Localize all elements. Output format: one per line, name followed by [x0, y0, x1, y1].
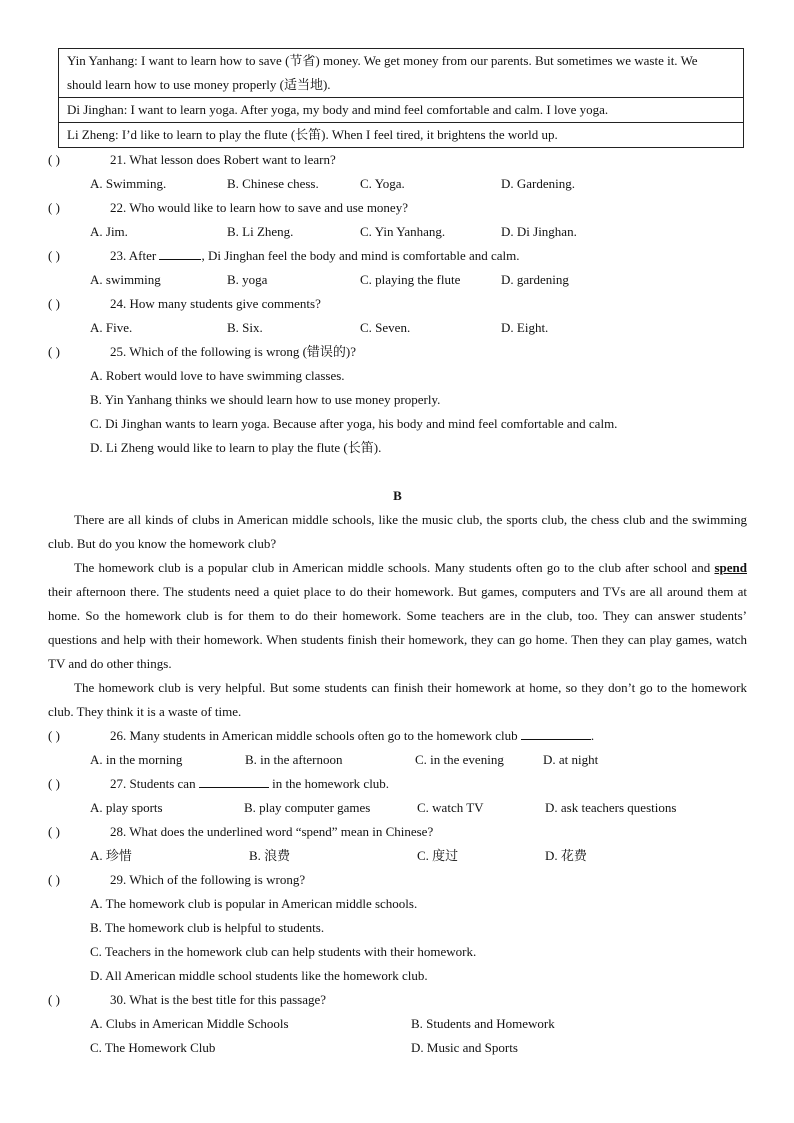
- section-title-b: B: [393, 488, 402, 503]
- question-27: [48, 772, 747, 796]
- option-c: C. Seven.: [360, 320, 411, 335]
- option-b: B. play computer games: [244, 800, 371, 815]
- option-a: A. in the morning: [90, 752, 183, 767]
- passage-paragraph-3: The homework club is very helpful. But some students can finish their homework at home, so they don’t go to the homework club. They think it is a waste of time.: [48, 680, 747, 719]
- fill-blank[interactable]: [159, 245, 201, 260]
- option-a: A. Clubs in American Middle Schools: [90, 1016, 289, 1031]
- worksheet-page: [48, 48, 747, 1060]
- option-a: A. Jim.: [90, 224, 128, 239]
- option-c: C. Teachers in the homework club can help students with their homework.: [90, 944, 477, 959]
- option-d: D. Eight.: [501, 320, 549, 335]
- fill-blank[interactable]: [199, 773, 269, 788]
- question-24-options: [48, 316, 747, 340]
- option-b: B. Li Zheng.: [227, 224, 294, 239]
- option-c: C. Yin Yanhang.: [360, 224, 446, 239]
- answer-blank[interactable]: ( ): [48, 152, 60, 167]
- question-29: [48, 868, 747, 892]
- option-d: D. Di Jinghan.: [501, 224, 577, 239]
- question-28-options: [48, 844, 747, 868]
- option-a: A. 珍惜: [90, 848, 132, 863]
- answer-blank[interactable]: ( ): [48, 200, 60, 215]
- question-stem: 29. Which of the following is wrong?: [110, 872, 306, 887]
- question-stem: 21. What lesson does Robert want to learn?: [110, 152, 336, 167]
- question-stem: 28. What does the underlined word “spend” mean in Chinese?: [110, 824, 434, 839]
- comment-di-jinghan: Di Jinghan: I want to learn yoga. After yoga, my body and mind feel comfortable and calm. I love yoga.: [59, 97, 743, 122]
- option-c: C. The Homework Club: [90, 1040, 216, 1055]
- option-d: D. All American middle school students like the homework club.: [90, 968, 428, 983]
- option-a: A. Swimming.: [90, 176, 167, 191]
- option-d: D. gardening: [501, 272, 569, 287]
- option-c: C. watch TV: [417, 800, 484, 815]
- passage-paragraph-2: [48, 556, 747, 676]
- stem-part: , Di Jinghan feel the body and mind is comfortable and calm.: [201, 248, 520, 263]
- question-24: [48, 292, 747, 316]
- option-c: C. in the evening: [415, 752, 504, 767]
- option-a: A. Robert would love to have swimming classes.: [90, 368, 345, 383]
- question-23-options: [48, 268, 747, 292]
- question-stem: 30. What is the best title for this passage?: [110, 992, 327, 1007]
- question-22: [48, 196, 747, 220]
- question-30-options-row-1: [48, 1012, 747, 1036]
- stem-part: 26. Many students in American middle schools often go to the homework club: [110, 728, 521, 743]
- question-26-options: [48, 748, 747, 772]
- option-d: D. 花费: [545, 848, 587, 863]
- option-b: B. Students and Homework: [411, 1016, 555, 1031]
- option-a: A. swimming: [90, 272, 161, 287]
- option-d: D. Music and Sports: [411, 1040, 518, 1055]
- answer-blank[interactable]: ( ): [48, 728, 60, 743]
- answer-blank[interactable]: ( ): [48, 776, 60, 791]
- option-b: B. in the afternoon: [245, 752, 343, 767]
- option-d: D. Li Zheng would like to learn to play the flute (长笛).: [90, 440, 382, 455]
- option-b: B. Chinese chess.: [227, 176, 319, 191]
- comment-yin-yanhang: Yin Yanhang: I want to learn how to save (节省) money. We get money from our parents. But sometimes we waste it. We should learn how to use money properly (适当地).: [67, 53, 698, 92]
- option-d: D. Gardening.: [501, 176, 576, 191]
- question-stem: [110, 724, 747, 748]
- option-b: B. 浪费: [249, 848, 291, 863]
- stem-part: 23. After: [110, 248, 160, 263]
- question-stem: 22. Who would like to learn how to save and use money?: [110, 200, 408, 215]
- question-25: [48, 340, 747, 364]
- option-c: C. Di Jinghan wants to learn yoga. Because after yoga, his body and mind feel comfortable and calm.: [90, 416, 618, 431]
- underlined-word: spend: [714, 560, 747, 575]
- comment-li-zheng: Li Zheng: I’d like to learn to play the flute (长笛). When I feel tired, it brightens the world up.: [59, 122, 743, 147]
- answer-blank[interactable]: ( ): [48, 296, 60, 311]
- option-d: D. ask teachers questions: [545, 800, 677, 815]
- question-30-options-row-2: [48, 1036, 747, 1060]
- answer-blank[interactable]: ( ): [48, 344, 60, 359]
- question-30: [48, 988, 747, 1012]
- passage-paragraph-1: There are all kinds of clubs in American middle schools, like the music club, the sports club, the chess club and the swimming club. But do you know the homework club?: [48, 512, 747, 551]
- question-27-options: [48, 796, 747, 820]
- answer-blank[interactable]: ( ): [48, 248, 60, 263]
- question-22-options: [48, 220, 747, 244]
- question-23: [48, 244, 747, 268]
- question-21: [48, 148, 747, 172]
- fill-blank[interactable]: [521, 725, 591, 740]
- comments-table: [58, 48, 744, 148]
- stem-part: in the homework club.: [268, 776, 390, 791]
- option-c: C. Yoga.: [360, 176, 405, 191]
- option-b: B. The homework club is helpful to students.: [90, 920, 325, 935]
- paragraph-text: The homework club is a popular club in American middle schools. Many students often go to the club after school and: [74, 560, 715, 575]
- paragraph-text: their afternoon there. The students need a quiet place to do their homework. But games, computers and TVs are all around them at home. So the homework club is for them to do their homework. Some teachers are in the club, too. They can answer students’ questions and help with their homework. When students finish their homework, they can go home. Then they can play games, watch TV and do other things.: [48, 584, 747, 671]
- option-c: C. 度过: [417, 848, 459, 863]
- answer-blank[interactable]: ( ): [48, 872, 60, 887]
- option-a: A. Five.: [90, 320, 133, 335]
- question-stem: [110, 772, 747, 796]
- option-b: B. Six.: [227, 320, 263, 335]
- question-26: [48, 724, 747, 748]
- option-b: B. yoga: [227, 272, 268, 287]
- question-stem: [110, 244, 747, 268]
- question-stem: 25. Which of the following is wrong (错误的)?: [110, 344, 356, 359]
- option-c: C. playing the flute: [360, 272, 461, 287]
- stem-part: 27. Students can: [110, 776, 199, 791]
- option-a: A. The homework club is popular in American middle schools.: [90, 896, 418, 911]
- answer-blank[interactable]: ( ): [48, 824, 60, 839]
- answer-blank[interactable]: ( ): [48, 992, 60, 1007]
- question-stem: 24. How many students give comments?: [110, 296, 321, 311]
- option-a: A. play sports: [90, 800, 163, 815]
- question-28: [48, 820, 747, 844]
- stem-part: .: [590, 728, 595, 743]
- option-d: D. at night: [543, 752, 599, 767]
- option-b: B. Yin Yanhang thinks we should learn how to use money properly.: [90, 392, 441, 407]
- question-21-options: [48, 172, 747, 196]
